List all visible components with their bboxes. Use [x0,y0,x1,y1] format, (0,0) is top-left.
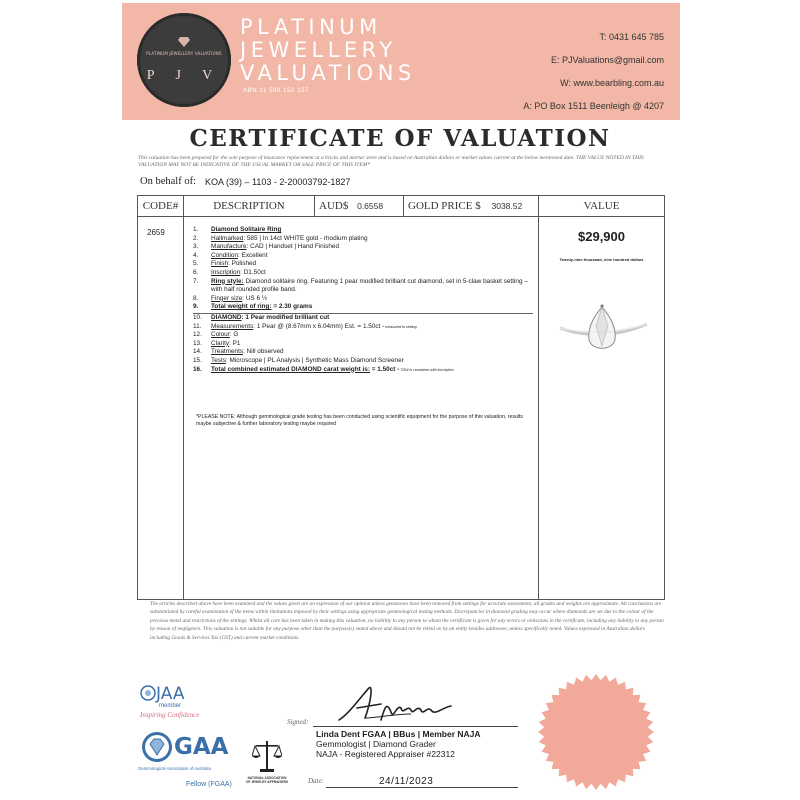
testing-note: *PLEASE NOTE: Although gemmological grade testing has been conducted using scientific equipment for the purpose of this valuation, results maybe subjective & further laboratory testing maybe required [196,414,524,427]
disclaimer-text: The articles described above have been examined and the values given are an expression of our opinion unless gemstones have been removed from settings for accurate assessment, all grades and weights are approximate. All conclusions are substantiated by careful examination of the items within limitations imposed by their settings using appropriate gemmological testing methods. Discrepancies in diamond grading may occur where diamonds are set due to the colour of the precious metal and restrictions of the settings. Whilst all care has been taken in making this valuation, no liability to any person to whom the certificate is given for any errors or omissions in the certificate, including any liability to any person by reason of negligence. This valuation is not suitable for any purpose other than the purpose(s) stated above and should not be relied on by an entity besides addressee, unless specifically noted. Values expressed in Australian dollars including Goods & Services Tax (GST) and current market conditions. [150,601,664,641]
gaa-gem-icon [141,731,173,763]
list-item: 8. Finger size: US 6 ½ [193,294,268,302]
description-list [193,226,533,374]
logo-monogram: P J V [146,68,222,83]
gaa-fellow: Fellow (FGAA) [186,781,232,788]
list-item: 14. Treatments: Nill observed [193,348,284,356]
signed-label: Signed: [287,718,309,726]
behalf-value: KOA (39) – 1103 - 2-20003792-1827 [205,177,351,187]
list-item: 12. Colour: G [193,331,239,339]
ring-image [552,296,652,362]
behalf-label: On behalf of: [140,176,196,187]
header-code: CODE# [138,196,184,217]
website: W: www.bearbling.com.au [560,78,664,88]
naja-text: NATIONAL ASSOCIATION OF JEWELRY APPRAISERS [245,776,289,784]
address: A: PO Box 1511 Beenleigh @ 4207 [523,101,664,111]
header-gold-price [403,196,539,217]
page-title: CERTIFICATE OF VALUATION [189,125,611,152]
on-behalf-of [140,176,351,187]
phone: T: 0431 645 785 [599,32,664,42]
list-item: 7. Ring style: Diamond solitaire ring. Featuring 1 pear modified brilliant cut diamond, set in 5-claw basket setting – with half rounded profile band. [193,277,528,294]
jaa-logo [140,684,210,720]
brand-line: PLATINUM [240,15,382,39]
list-item: 3. Manufacture: CAD | Handset | Hand Finished [193,243,340,251]
brand-line: JEWELLERY [240,38,397,62]
header-value: VALUE [539,196,664,217]
abn-number: ABN 11 588 152 157 [243,88,310,94]
contact-block [523,26,664,118]
list-item: 10. DIAMOND: 1 Pear modified brilliant cut [193,313,330,321]
date-label: Date: [308,777,324,785]
aud-value: 0.6558 [357,201,384,211]
column-divider [538,216,539,599]
seal-shape [538,674,654,790]
item-code: 2659 [147,228,165,237]
signature-scribble [335,684,455,726]
logo-small-text: PLATINUM JEWELLERY VALUATIONS [146,51,222,56]
jaa-text: JAA [156,684,185,704]
diamond-icon [178,37,190,47]
list-item: 13. Clarity: P1 [193,339,241,347]
aud-label: AUD$ [319,200,349,212]
valuation-amount: $29,900 [578,229,625,244]
signer-details [316,729,481,759]
signature-line [313,726,518,727]
naja-logo [247,738,287,798]
list-item: 6. Inscription: D1.50ct [193,268,266,276]
signer-role: Gemmologist | Diamond Grader [316,739,436,749]
email: E: PJValuations@gmail.com [550,55,664,65]
gaa-text: GAA [174,734,229,760]
list-item: 4. Condition: Excellent [193,251,268,259]
intro-text: This valuation has been prepared for the sole purpose of insurance replacement at a bricks and mortar store and is based on Australian dollars or market values current at the below mentioned date. THE VALUE NOTED IN THIS VALUATION MAY NOT BE INDICATIVE OF THE USUAL MARKET OR SALE PRICE OF THIS ITEM* [138,155,644,168]
list-item: 16. Total combined estimated DIAMOND carat weight is: = 1.50ct - TDW is consistent with inscription [193,365,454,373]
header-aud [314,196,404,217]
seal-stamp [537,673,655,791]
valuation-table [137,195,665,600]
list-item: 1. Diamond Solitaire Ring [193,226,282,233]
column-divider [183,216,184,599]
scales-icon [252,738,282,774]
list-item: 5. Finish: Polished [193,260,257,268]
brand-line: VALUATIONS [240,61,416,85]
date-line [326,787,518,788]
brand-name [240,16,416,85]
valuation-amount-words: Twenty-nine thousand, nine hundred dollars [559,257,644,262]
gaa-logo [138,731,238,793]
jaa-globe-icon [140,685,156,701]
pjv-logo [137,13,231,107]
list-item: 11. Measurements: 1 Pear @ (8.67mm x 6.04mm) Est. = 1.50ct - measured in setting [193,322,417,330]
valuation-date: 24/11/2023 [379,776,434,787]
signer-name: Linda Dent FGAA | BBus | Member NAJA [316,729,481,739]
jaa-tagline: Inspiring Confidence [140,711,200,719]
jaa-member: member [159,703,182,709]
gold-value: 3038.52 [491,201,523,211]
gold-label: GOLD PRICE $ [408,200,481,212]
list-item: 15. Tests: Microscope | PL Analysis | Synthetic Mass Diamond Screener [193,356,404,364]
signer-registration: NAJA - Registered Appraiser #22312 [316,749,455,759]
gaa-subtitle: Gemmological Association of Australia [138,766,211,771]
list-item: 9. Total weight of ring: = 2.30 grams [193,303,313,311]
header-description: DESCRIPTION [184,196,314,217]
list-item: 2. Hallmarked: 585 | In 14ct WHITE gold - rhodium plating [193,234,368,242]
